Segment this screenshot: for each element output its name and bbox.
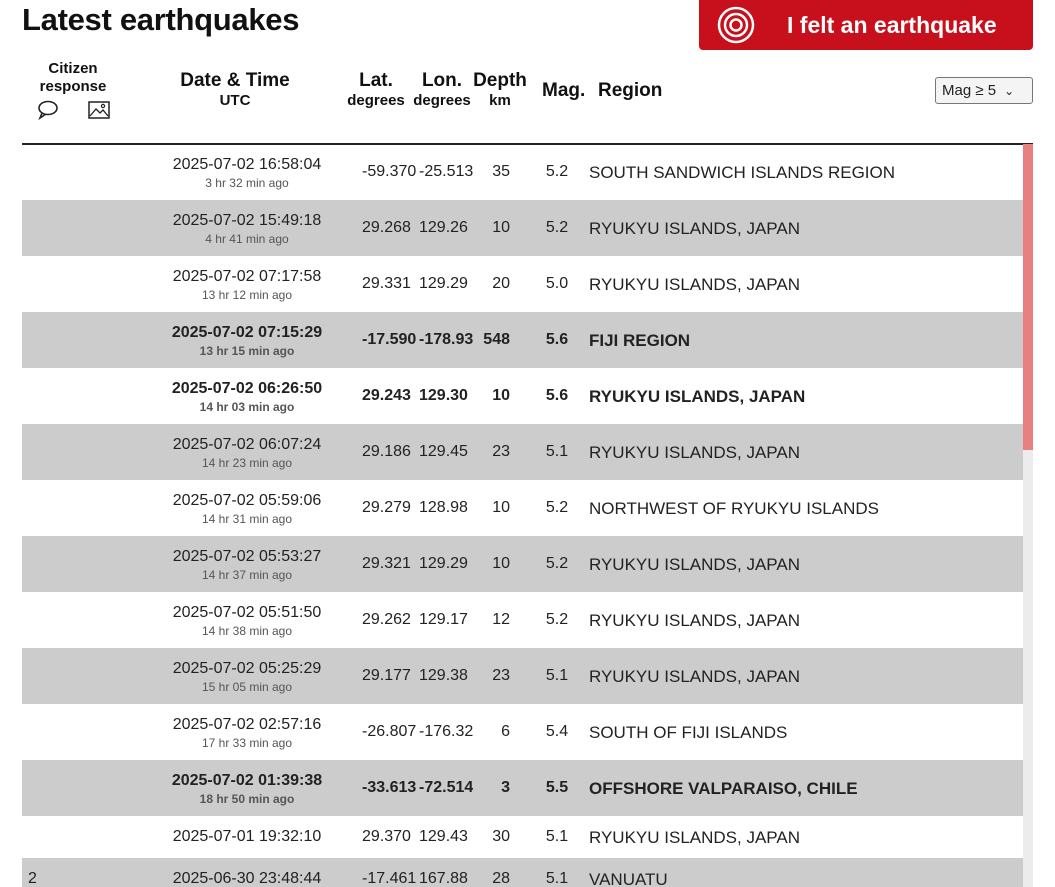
citizen-count: 2 — [28, 870, 37, 887]
header-lat-label: Lat. — [359, 70, 393, 91]
region: RYUKYU ISLANDS, JAPAN — [589, 828, 800, 847]
citizen-icons — [36, 99, 111, 121]
longitude: -25.513 — [419, 163, 473, 180]
latitude: 29.262 — [362, 611, 411, 628]
magnitude: 5.4 — [545, 723, 569, 740]
latitude: -17.590 — [362, 331, 416, 348]
date-time: 2025-07-02 05:51:50 — [172, 604, 322, 621]
date-time: 2025-07-02 07:17:58 — [172, 268, 322, 285]
region: RYUKYU ISLANDS, JAPAN — [589, 555, 800, 574]
magnitude: 5.6 — [545, 387, 569, 404]
magnitude: 5.2 — [545, 163, 569, 180]
table-row[interactable] — [22, 424, 1023, 480]
latitude: -33.613 — [362, 779, 416, 796]
date-time: 2025-07-02 05:53:27 — [172, 548, 322, 565]
time-ago: 14 hr 23 min ago — [201, 456, 293, 470]
date-time: 2025-06-30 23:48:44 — [172, 870, 322, 887]
latitude: 29.186 — [362, 443, 411, 460]
date-time: 2025-07-02 15:49:18 — [172, 212, 322, 229]
date-time: 2025-07-01 19:32:10 — [172, 828, 322, 845]
latitude: 29.243 — [362, 387, 411, 404]
longitude: -72.514 — [419, 779, 473, 796]
chevron-down-icon: ⌄ — [1004, 83, 1015, 98]
depth: 23 — [492, 443, 510, 460]
region: RYUKYU ISLANDS, JAPAN — [589, 611, 800, 630]
time-ago: 4 hr 41 min ago — [205, 232, 289, 246]
time-ago: 14 hr 38 min ago — [201, 624, 293, 638]
header-region[interactable]: Region — [598, 80, 663, 101]
magnitude: 5.5 — [545, 779, 569, 796]
magnitude-filter-select[interactable] — [935, 77, 1033, 104]
latitude: 29.321 — [362, 555, 411, 572]
region: NORTHWEST OF RYUKYU ISLANDS — [589, 499, 879, 518]
date-time: 2025-07-02 05:25:29 — [172, 660, 322, 677]
longitude: 167.88 — [419, 870, 468, 887]
longitude: 128.98 — [419, 499, 468, 516]
time-ago: 13 hr 12 min ago — [201, 288, 293, 302]
header-date-unit: UTC — [219, 92, 251, 109]
longitude: 129.26 — [419, 219, 468, 236]
header-citizen-response: Citizen response — [39, 60, 107, 95]
region: RYUKYU ISLANDS, JAPAN — [589, 443, 800, 462]
date-time: 2025-07-02 16:58:04 — [172, 156, 322, 173]
latitude: -17.461 — [362, 870, 416, 887]
depth: 20 — [492, 275, 510, 292]
latitude: 29.331 — [362, 275, 411, 292]
date-time: 2025-07-02 06:07:24 — [172, 436, 322, 453]
header-magnitude[interactable]: Mag. — [542, 80, 586, 101]
felt-earthquake-button[interactable] — [699, 0, 1033, 50]
depth: 10 — [492, 555, 510, 572]
time-ago: 3 hr 32 min ago — [205, 176, 289, 190]
time-ago: 14 hr 31 min ago — [201, 512, 293, 526]
table-row[interactable] — [22, 368, 1023, 424]
header-lon-unit: degrees — [413, 92, 471, 109]
magnitude: 5.2 — [545, 555, 569, 572]
longitude: 129.30 — [419, 387, 468, 404]
latitude: -59.370 — [362, 163, 416, 180]
depth: 548 — [483, 331, 510, 348]
region: SOUTH OF FIJI ISLANDS — [589, 723, 788, 742]
table-row[interactable] — [22, 704, 1023, 760]
magnitude-filter-value: Mag ≥ 5 — [942, 82, 997, 99]
header-longitude[interactable] — [412, 70, 472, 109]
longitude: -176.32 — [419, 723, 473, 740]
magnitude: 5.2 — [545, 219, 569, 236]
header-date-time[interactable] — [160, 70, 310, 109]
concentric-circles-icon — [717, 6, 755, 44]
region: RYUKYU ISLANDS, JAPAN — [589, 219, 800, 238]
depth: 10 — [492, 499, 510, 516]
magnitude: 5.6 — [545, 331, 569, 348]
magnitude: 5.1 — [545, 828, 569, 845]
longitude: 129.45 — [419, 443, 468, 460]
date-time: 2025-07-02 07:15:29 — [171, 324, 323, 341]
date-time: 2025-07-02 06:26:50 — [171, 380, 323, 397]
table-row[interactable] — [22, 256, 1023, 312]
magnitude: 5.2 — [545, 611, 569, 628]
depth: 12 — [492, 611, 510, 628]
region: OFFSHORE VALPARAISO, CHILE — [589, 779, 858, 798]
latitude: 29.279 — [362, 499, 411, 516]
table-row[interactable] — [22, 816, 1023, 858]
image-icon — [87, 99, 111, 121]
header-lon-label: Lon. — [421, 70, 463, 91]
latitude: -26.807 — [362, 723, 416, 740]
table-row[interactable] — [22, 858, 1023, 887]
scrollbar-thumb[interactable] — [1023, 144, 1033, 450]
date-time: 2025-07-02 05:59:06 — [172, 492, 322, 509]
depth: 30 — [492, 828, 510, 845]
region: SOUTH SANDWICH ISLANDS REGION — [589, 163, 896, 182]
time-ago: 14 hr 37 min ago — [201, 568, 293, 582]
depth: 10 — [492, 219, 510, 236]
longitude: 129.38 — [419, 667, 468, 684]
time-ago: 13 hr 15 min ago — [199, 344, 295, 358]
region: RYUKYU ISLANDS, JAPAN — [589, 667, 800, 686]
depth: 28 — [492, 870, 510, 887]
time-ago: 15 hr 05 min ago — [201, 680, 293, 694]
table-row[interactable] — [22, 536, 1023, 592]
longitude: 129.43 — [419, 828, 468, 845]
longitude: -178.93 — [419, 331, 473, 348]
header-lat-unit: degrees — [347, 92, 405, 109]
depth: 10 — [492, 387, 510, 404]
felt-button-label: I felt an earthquake — [787, 11, 997, 38]
region: RYUKYU ISLANDS, JAPAN — [589, 387, 806, 406]
header-date-label: Date & Time — [180, 70, 290, 91]
header-depth-unit: km — [489, 92, 511, 109]
time-ago: 17 hr 33 min ago — [201, 736, 293, 750]
table-row[interactable] — [22, 312, 1023, 368]
region: FIJI REGION — [589, 331, 691, 350]
time-ago: 18 hr 50 min ago — [199, 792, 295, 806]
magnitude: 5.1 — [545, 443, 569, 460]
header-depth-label: Depth — [473, 70, 527, 91]
page-title: Latest earthquakes — [22, 2, 300, 37]
longitude: 129.29 — [419, 555, 468, 572]
table-row[interactable] — [22, 144, 1023, 200]
depth: 35 — [492, 163, 510, 180]
depth: 6 — [501, 723, 510, 740]
earthquake-table — [22, 144, 1023, 887]
magnitude: 5.2 — [545, 499, 569, 516]
region: RYUKYU ISLANDS, JAPAN — [589, 275, 800, 294]
date-time: 2025-07-02 02:57:16 — [172, 716, 322, 733]
depth: 23 — [492, 667, 510, 684]
latitude: 29.177 — [362, 667, 411, 684]
time-ago: 14 hr 03 min ago — [199, 400, 295, 414]
depth: 3 — [501, 779, 510, 796]
longitude: 129.17 — [419, 611, 468, 628]
magnitude: 5.1 — [545, 667, 569, 684]
table-row[interactable] — [22, 200, 1023, 256]
latitude: 29.268 — [362, 219, 411, 236]
header-latitude[interactable] — [344, 70, 408, 109]
table-row[interactable] — [22, 760, 1023, 816]
latitude: 29.370 — [362, 828, 411, 845]
table-row[interactable] — [22, 648, 1023, 704]
region: VANUATU — [589, 870, 668, 887]
date-time: 2025-07-02 01:39:38 — [171, 772, 323, 789]
speech-bubble-icon — [36, 99, 60, 121]
table-row[interactable] — [22, 480, 1023, 536]
magnitude: 5.1 — [545, 870, 569, 887]
longitude: 129.29 — [419, 275, 468, 292]
table-row[interactable] — [22, 592, 1023, 648]
header-depth[interactable] — [470, 70, 530, 109]
magnitude: 5.0 — [545, 275, 569, 292]
